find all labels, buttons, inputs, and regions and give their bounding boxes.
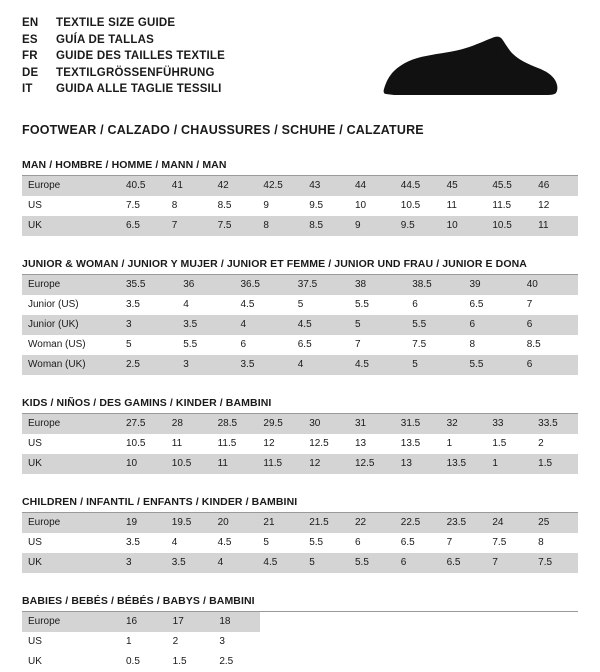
cell: 11.5 (257, 454, 303, 474)
table-row (22, 315, 578, 335)
section-title: MAN / HOMBRE / HOMME / MANN / MAN (22, 159, 578, 176)
cell: 8 (532, 533, 578, 553)
cell: 11 (212, 454, 258, 474)
cell: 37.5 (292, 275, 349, 295)
language-title: GUIDE DES TAILLES TEXTILE (56, 50, 225, 62)
row-label: US (22, 196, 120, 216)
cell: 31 (349, 414, 395, 434)
cell: 5 (257, 533, 303, 553)
cell: 8.5 (212, 196, 258, 216)
row-label: US (22, 632, 120, 652)
size-table-kids (22, 414, 578, 474)
category-title: FOOTWEAR / CALZADO / CHAUSSURES / SCHUHE / CALZATURE (22, 123, 424, 137)
cell: 9 (257, 196, 303, 216)
row-label: Woman (US) (22, 335, 120, 355)
language-list (22, 16, 225, 98)
table-row (22, 176, 578, 196)
cell: 6 (349, 533, 395, 553)
row-label: Europe (22, 612, 120, 632)
cell: 12 (303, 454, 349, 474)
cell: 6.5 (395, 533, 441, 553)
cell: 5.5 (464, 355, 521, 375)
row-label: UK (22, 216, 120, 236)
cell: 27.5 (120, 414, 166, 434)
language-title: TEXTILE SIZE GUIDE (56, 17, 176, 29)
cell: 46 (532, 176, 578, 196)
cell: 7 (441, 533, 487, 553)
cell: 9 (349, 216, 395, 236)
cell: 5.5 (177, 335, 234, 355)
cell: 6.5 (441, 553, 487, 573)
section-kids (22, 397, 578, 474)
cell: 22 (349, 513, 395, 533)
language-code: IT (22, 83, 33, 95)
cell: 6.5 (120, 216, 166, 236)
cell: 7.5 (212, 216, 258, 236)
cell: 16 (120, 612, 167, 632)
cell: 13 (349, 434, 395, 454)
cell: 20 (212, 513, 258, 533)
table-row (22, 513, 578, 533)
language-row (22, 33, 225, 49)
cell: 38 (349, 275, 406, 295)
row-label: Junior (UK) (22, 315, 120, 335)
cell: 11 (441, 196, 487, 216)
cell: 36 (177, 275, 234, 295)
language-row (22, 66, 225, 82)
cell: 13 (395, 454, 441, 474)
cell: 28 (166, 414, 212, 434)
cell: 5.5 (349, 553, 395, 573)
cell: 3 (120, 315, 177, 335)
cell: 6 (521, 355, 578, 375)
cell: 7.5 (406, 335, 463, 355)
cell: 3.5 (166, 553, 212, 573)
cell: 19.5 (166, 513, 212, 533)
row-label: Europe (22, 414, 120, 434)
cell: 10.5 (486, 216, 532, 236)
cell: 42 (212, 176, 258, 196)
cell: 6 (395, 553, 441, 573)
cell: 23.5 (441, 513, 487, 533)
cell: 38.5 (406, 275, 463, 295)
cell: 45 (441, 176, 487, 196)
language-title: GUÍA DE TALLAS (56, 33, 154, 46)
cell: 7 (486, 553, 532, 573)
section-title: BABIES / BEBÉS / BÉBÉS / BABYS / BAMBINI (22, 595, 578, 612)
cell: 5.5 (406, 315, 463, 335)
cell: 6 (235, 335, 292, 355)
cell: 5 (292, 295, 349, 315)
size-table-man (22, 176, 578, 236)
cell: 10.5 (166, 454, 212, 474)
size-table-junior-woman (22, 275, 578, 375)
language-title: GUIDA ALLE TAGLIE TESSILI (56, 83, 222, 95)
cell: 31.5 (395, 414, 441, 434)
dress-shoe-icon (380, 32, 560, 109)
cell: 10 (441, 216, 487, 236)
cell: 6 (406, 295, 463, 315)
cell: 9.5 (303, 196, 349, 216)
cell: 11.5 (212, 434, 258, 454)
table-row (22, 216, 578, 236)
table-row (22, 632, 260, 652)
size-table-children (22, 513, 578, 573)
cell: 6 (521, 315, 578, 335)
cell: 7.5 (486, 533, 532, 553)
cell: 32 (441, 414, 487, 434)
row-label: US (22, 434, 120, 454)
cell: 4.5 (235, 295, 292, 315)
cell: 2.5 (213, 652, 260, 672)
cell: 42.5 (257, 176, 303, 196)
cell: 1 (441, 434, 487, 454)
row-label: Europe (22, 275, 120, 295)
cell: 4 (292, 355, 349, 375)
cell: 11.5 (486, 196, 532, 216)
language-code: FR (22, 50, 38, 62)
cell: 1.5 (532, 454, 578, 474)
cell: 33 (486, 414, 532, 434)
cell: 8.5 (521, 335, 578, 355)
section-man (22, 159, 578, 236)
cell: 12 (532, 196, 578, 216)
cell: 6 (464, 315, 521, 335)
cell: 40 (521, 275, 578, 295)
cell: 3 (177, 355, 234, 375)
cell: 6.5 (464, 295, 521, 315)
row-label: Junior (US) (22, 295, 120, 315)
cell: 19 (120, 513, 166, 533)
cell: 4 (212, 553, 258, 573)
row-label: Europe (22, 176, 120, 196)
cell: 11 (532, 216, 578, 236)
cell: 13.5 (441, 454, 487, 474)
cell: 44.5 (395, 176, 441, 196)
cell: 33.5 (532, 414, 578, 434)
cell: 6.5 (292, 335, 349, 355)
cell: 10 (349, 196, 395, 216)
cell: 2.5 (120, 355, 177, 375)
cell: 21 (257, 513, 303, 533)
cell: 7 (166, 216, 212, 236)
cell: 22.5 (395, 513, 441, 533)
cell: 12 (257, 434, 303, 454)
table-row (22, 434, 578, 454)
table-row (22, 612, 260, 632)
table-row (22, 196, 578, 216)
cell: 44 (349, 176, 395, 196)
section-junior-woman (22, 258, 578, 375)
cell: 9.5 (395, 216, 441, 236)
cell: 17 (167, 612, 214, 632)
cell: 39 (464, 275, 521, 295)
cell: 5 (303, 553, 349, 573)
row-label: Woman (UK) (22, 355, 120, 375)
cell: 30 (303, 414, 349, 434)
cell: 1.5 (486, 434, 532, 454)
cell: 45.5 (486, 176, 532, 196)
cell: 10.5 (395, 196, 441, 216)
cell: 18 (213, 612, 260, 632)
cell: 1 (486, 454, 532, 474)
cell: 43 (303, 176, 349, 196)
language-row (22, 49, 225, 65)
cell: 4.5 (292, 315, 349, 335)
table-row (22, 355, 578, 375)
cell: 0.5 (120, 652, 167, 672)
cell: 4 (166, 533, 212, 553)
row-label: UK (22, 553, 120, 573)
cell: 11 (166, 434, 212, 454)
cell: 4.5 (257, 553, 303, 573)
cell: 4.5 (349, 355, 406, 375)
table-row (22, 335, 578, 355)
cell: 40.5 (120, 176, 166, 196)
cell: 5 (120, 335, 177, 355)
cell: 7 (521, 295, 578, 315)
cell: 1 (120, 632, 167, 652)
cell: 25 (532, 513, 578, 533)
language-row (22, 16, 225, 32)
row-label: US (22, 533, 120, 553)
cell: 5.5 (303, 533, 349, 553)
row-label: UK (22, 454, 120, 474)
cell: 4 (235, 315, 292, 335)
cell: 8 (166, 196, 212, 216)
table-row (22, 454, 578, 474)
cell: 7.5 (532, 553, 578, 573)
cell: 10.5 (120, 434, 166, 454)
cell: 7.5 (120, 196, 166, 216)
cell: 2 (167, 632, 214, 652)
row-label: UK (22, 652, 120, 672)
language-code: DE (22, 66, 39, 79)
cell: 2 (532, 434, 578, 454)
cell: 7 (349, 335, 406, 355)
cell: 3.5 (235, 355, 292, 375)
section-children (22, 496, 578, 573)
cell: 10 (120, 454, 166, 474)
cell: 5.5 (349, 295, 406, 315)
section-title: JUNIOR & WOMAN / JUNIOR Y MUJER / JUNIOR ET FEMME / JUNIOR UND FRAU / JUNIOR E DONA (22, 258, 578, 275)
cell: 21.5 (303, 513, 349, 533)
cell: 13.5 (395, 434, 441, 454)
size-table-babies (22, 612, 260, 672)
cell: 4 (177, 295, 234, 315)
language-code: EN (22, 17, 39, 29)
section-title: CHILDREN / INFANTIL / ENFANTS / KINDER / BAMBINI (22, 496, 578, 513)
table-row (22, 533, 578, 553)
table-row (22, 275, 578, 295)
cell: 35.5 (120, 275, 177, 295)
language-code: ES (22, 33, 38, 46)
cell: 5 (406, 355, 463, 375)
table-row (22, 652, 260, 672)
cell: 3.5 (177, 315, 234, 335)
cell: 12.5 (303, 434, 349, 454)
cell: 28.5 (212, 414, 258, 434)
table-row (22, 414, 578, 434)
cell: 5 (349, 315, 406, 335)
cell: 3.5 (120, 533, 166, 553)
cell: 8.5 (303, 216, 349, 236)
cell: 8 (464, 335, 521, 355)
cell: 1.5 (167, 652, 214, 672)
cell: 3 (120, 553, 166, 573)
cell: 12.5 (349, 454, 395, 474)
cell: 29.5 (257, 414, 303, 434)
cell: 41 (166, 176, 212, 196)
cell: 3.5 (120, 295, 177, 315)
cell: 8 (257, 216, 303, 236)
cell: 4.5 (212, 533, 258, 553)
language-row (22, 82, 225, 98)
table-row (22, 553, 578, 573)
row-label: Europe (22, 513, 120, 533)
cell: 24 (486, 513, 532, 533)
section-title: KIDS / NIÑOS / DES GAMINS / KINDER / BAMBINI (22, 397, 578, 414)
cell: 36.5 (235, 275, 292, 295)
page-header (22, 16, 578, 109)
table-row (22, 295, 578, 315)
language-title: TEXTILGRÖSSENFÜHRUNG (56, 66, 215, 79)
cell: 3 (213, 632, 260, 652)
section-babies (22, 595, 578, 672)
